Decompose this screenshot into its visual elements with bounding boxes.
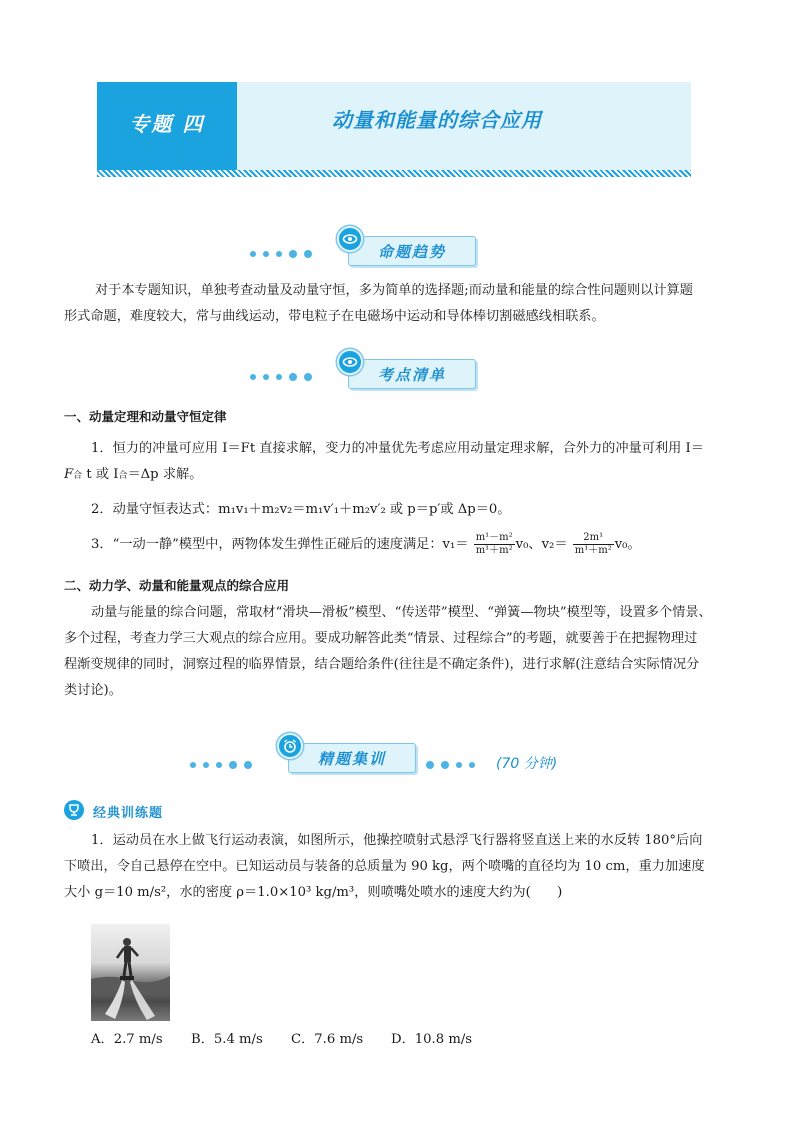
question-1	[64, 828, 744, 906]
text-line: 1．恒力的冲量可应用 I＝Ft 直接求解，变力的冲量优先考虑应用动量定理求解，合外力的冲量可利用 I＝	[91, 441, 704, 456]
text-line: 动量与能量的综合问题，常取材“滑块—滑板”模型、“传送带”模型、“弹簧—物块”模型等，设置多个情景、	[91, 605, 712, 620]
part1-item3: 3．“一动一静”模型中，两物体发生弹性正碰后的速度满足：v₁＝ $\frac{\text{m¹－m²}}{\text{m¹＋m²}}$ v₀、v₂＝ $\frac{\text{2m¹}}{\text{m¹＋m²}}$ v₀。	[91, 532, 641, 556]
text-line: 形式命题，难度较大，常与曲线运动，带电粒子在电磁场中运动和导体棒切割磁感线相联系。	[64, 309, 605, 324]
text-line: 大小 g＝10 m/s²，水的密度 ρ＝1.0×10³ kg/m³，则喷嘴处喷水的速度大约为( )	[64, 885, 563, 900]
text-line: 下喷出，令自己悬停在空中。已知运动员与装备的总质量为 90 kg，两个喷嘴的直径均为 10 cm，重力加速度	[64, 859, 705, 874]
text-line: 多个过程，考查力学三大观点的综合应用。要成功解答此类“情景、过程综合”的考题，就要善于在把握物理过	[64, 631, 698, 646]
section-trend	[250, 226, 550, 270]
option-d: D．10.8 m/s	[391, 1032, 473, 1047]
part2-paragraph	[64, 600, 744, 704]
part1-item1-cont: F合 t 或 I合＝Δp 求解。	[64, 467, 203, 482]
part1-item1	[91, 436, 741, 462]
section-badge	[348, 236, 476, 266]
text-line: 对于本专题知识，单独考查动量及动量守恒，多为简单的选择题;而动量和能量的综合性问题则以计算题	[95, 283, 693, 298]
intro-paragraph	[64, 278, 735, 330]
text-line: 类讨论)。	[64, 683, 122, 698]
fraction: $\frac{\text{2m¹}}{\text{m¹＋m²}}$	[574, 532, 612, 556]
part1-item2: 2．动量守恒表达式：m₁v₁＋m₂v₂＝m₁v′₁＋m₂v′₂ 或 p＝p′或 Δp＝0。	[91, 502, 511, 517]
options-row	[91, 1027, 501, 1053]
option-a: A．2.7 m/s	[91, 1032, 163, 1047]
alarm-clock-icon	[277, 733, 303, 759]
page-title: 动量和能量的综合应用	[332, 108, 542, 132]
topic-tag-label: 专题 四	[129, 112, 205, 136]
section-points	[250, 349, 550, 393]
section-title: 精题集训	[317, 750, 386, 768]
heading-part1: 一、动量定理和动量守恒定律	[64, 409, 227, 424]
section-training	[190, 733, 620, 777]
trophy-icon	[64, 800, 84, 820]
option-b: B．5.4 m/s	[191, 1032, 263, 1047]
eye-icon	[337, 226, 363, 252]
text-line: 程渐变规律的同时，洞察过程的临界情景，结合题给条件(往往是不确定条件)，进行求解(注意结合实际情况分	[64, 657, 700, 672]
section-title: 考点清单	[377, 366, 446, 384]
banner-stripe	[97, 170, 691, 177]
jetpack-photo	[91, 924, 170, 1021]
option-c: C．7.6 m/s	[291, 1032, 364, 1047]
text-line: 1．运动员在水上做飞行运动表演，如图所示，他操控喷射式悬浮飞行器将竖直送上来的水反转 180°后向	[91, 833, 703, 848]
training-time: (70 分钟)	[496, 756, 558, 772]
heading-part2: 二、动力学、动量和能量观点的综合应用	[64, 578, 290, 593]
classic-label: 经典训练题	[93, 806, 164, 821]
topic-tag	[97, 82, 237, 170]
dots-left	[250, 250, 312, 258]
eye-icon	[337, 349, 363, 375]
fraction: $\frac{\text{m¹－m²}}{\text{m¹＋m²}}$	[475, 532, 513, 556]
section-title: 命题趋势	[377, 243, 446, 261]
